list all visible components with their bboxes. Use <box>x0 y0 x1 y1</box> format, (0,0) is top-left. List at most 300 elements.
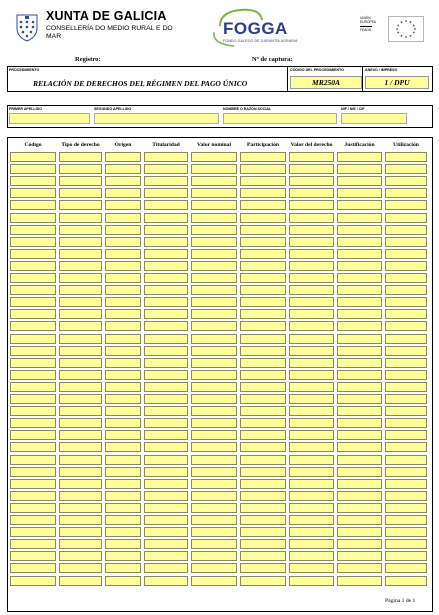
table-cell-input[interactable] <box>144 430 188 440</box>
table-cell-input[interactable] <box>10 503 56 513</box>
table-cell-input[interactable] <box>240 237 286 247</box>
table-cell-input[interactable] <box>240 455 286 465</box>
table-cell-input[interactable] <box>289 394 334 404</box>
table-cell-input[interactable] <box>337 406 382 416</box>
table-cell-input[interactable] <box>144 467 188 477</box>
table-cell-input[interactable] <box>240 479 286 489</box>
table-cell-input[interactable] <box>289 261 334 271</box>
table-cell-input[interactable] <box>337 491 382 501</box>
table-cell-input[interactable] <box>105 455 141 465</box>
table-cell-input[interactable] <box>105 503 141 513</box>
table-cell-input[interactable] <box>337 515 382 525</box>
table-cell-input[interactable] <box>144 418 188 428</box>
table-cell-input[interactable] <box>337 261 382 271</box>
table-cell-input[interactable] <box>59 273 102 283</box>
table-cell-input[interactable] <box>10 455 56 465</box>
table-cell-input[interactable] <box>105 152 141 162</box>
table-cell-input[interactable] <box>289 515 334 525</box>
table-cell-input[interactable] <box>289 382 334 392</box>
table-cell-input[interactable] <box>105 418 141 428</box>
table-cell-input[interactable] <box>144 213 188 223</box>
table-cell-input[interactable] <box>191 249 237 259</box>
table-cell-input[interactable] <box>59 527 102 537</box>
table-cell-input[interactable] <box>10 370 56 380</box>
table-cell-input[interactable] <box>240 503 286 513</box>
table-cell-input[interactable] <box>385 515 427 525</box>
table-cell-input[interactable] <box>191 418 237 428</box>
table-cell-input[interactable] <box>10 249 56 259</box>
table-cell-input[interactable] <box>289 249 334 259</box>
table-cell-input[interactable] <box>105 576 141 586</box>
table-cell-input[interactable] <box>385 563 427 573</box>
table-cell-input[interactable] <box>59 442 102 452</box>
table-cell-input[interactable] <box>385 455 427 465</box>
table-cell-input[interactable] <box>385 249 427 259</box>
table-cell-input[interactable] <box>240 285 286 295</box>
table-cell-input[interactable] <box>385 491 427 501</box>
table-cell-input[interactable] <box>191 309 237 319</box>
table-cell-input[interactable] <box>337 418 382 428</box>
table-cell-input[interactable] <box>59 467 102 477</box>
table-cell-input[interactable] <box>240 406 286 416</box>
table-cell-input[interactable] <box>289 455 334 465</box>
table-cell-input[interactable] <box>144 261 188 271</box>
table-cell-input[interactable] <box>59 309 102 319</box>
table-cell-input[interactable] <box>385 467 427 477</box>
table-cell-input[interactable] <box>191 479 237 489</box>
table-cell-input[interactable] <box>240 249 286 259</box>
table-cell-input[interactable] <box>105 285 141 295</box>
table-cell-input[interactable] <box>59 213 102 223</box>
table-cell-input[interactable] <box>289 576 334 586</box>
table-cell-input[interactable] <box>337 467 382 477</box>
table-cell-input[interactable] <box>385 394 427 404</box>
table-cell-input[interactable] <box>385 237 427 247</box>
table-cell-input[interactable] <box>191 152 237 162</box>
table-cell-input[interactable] <box>385 406 427 416</box>
table-cell-input[interactable] <box>105 382 141 392</box>
table-cell-input[interactable] <box>105 467 141 477</box>
table-cell-input[interactable] <box>10 491 56 501</box>
table-cell-input[interactable] <box>105 200 141 210</box>
table-cell-input[interactable] <box>191 188 237 198</box>
table-cell-input[interactable] <box>144 200 188 210</box>
table-cell-input[interactable] <box>289 491 334 501</box>
table-cell-input[interactable] <box>10 297 56 307</box>
table-cell-input[interactable] <box>144 297 188 307</box>
table-cell-input[interactable] <box>144 527 188 537</box>
table-cell-input[interactable] <box>240 467 286 477</box>
table-cell-input[interactable] <box>191 503 237 513</box>
table-cell-input[interactable] <box>144 503 188 513</box>
table-cell-input[interactable] <box>289 152 334 162</box>
table-cell-input[interactable] <box>385 479 427 489</box>
table-cell-input[interactable] <box>59 321 102 331</box>
table-cell-input[interactable] <box>385 309 427 319</box>
table-cell-input[interactable] <box>289 285 334 295</box>
table-cell-input[interactable] <box>337 334 382 344</box>
table-cell-input[interactable] <box>191 358 237 368</box>
table-cell-input[interactable] <box>105 237 141 247</box>
table-cell-input[interactable] <box>105 491 141 501</box>
table-cell-input[interactable] <box>337 188 382 198</box>
table-cell-input[interactable] <box>191 394 237 404</box>
table-cell-input[interactable] <box>144 237 188 247</box>
table-cell-input[interactable] <box>59 188 102 198</box>
table-cell-input[interactable] <box>105 261 141 271</box>
table-cell-input[interactable] <box>240 297 286 307</box>
table-cell-input[interactable] <box>337 382 382 392</box>
table-cell-input[interactable] <box>289 442 334 452</box>
table-cell-input[interactable] <box>191 491 237 501</box>
table-cell-input[interactable] <box>191 406 237 416</box>
table-cell-input[interactable] <box>385 527 427 537</box>
table-cell-input[interactable] <box>289 176 334 186</box>
table-cell-input[interactable] <box>191 213 237 223</box>
table-cell-input[interactable] <box>337 164 382 174</box>
table-cell-input[interactable] <box>144 164 188 174</box>
table-cell-input[interactable] <box>289 213 334 223</box>
table-cell-input[interactable] <box>144 188 188 198</box>
table-cell-input[interactable] <box>10 382 56 392</box>
table-cell-input[interactable] <box>59 406 102 416</box>
table-cell-input[interactable] <box>385 321 427 331</box>
table-cell-input[interactable] <box>240 321 286 331</box>
table-cell-input[interactable] <box>144 334 188 344</box>
table-cell-input[interactable] <box>289 334 334 344</box>
table-cell-input[interactable] <box>10 225 56 235</box>
table-cell-input[interactable] <box>289 527 334 537</box>
table-cell-input[interactable] <box>289 164 334 174</box>
table-cell-input[interactable] <box>337 225 382 235</box>
table-cell-input[interactable] <box>144 152 188 162</box>
table-cell-input[interactable] <box>105 551 141 561</box>
table-cell-input[interactable] <box>240 152 286 162</box>
table-cell-input[interactable] <box>289 467 334 477</box>
table-cell-input[interactable] <box>144 249 188 259</box>
table-cell-input[interactable] <box>337 551 382 561</box>
table-cell-input[interactable] <box>337 346 382 356</box>
table-cell-input[interactable] <box>191 334 237 344</box>
table-cell-input[interactable] <box>10 563 56 573</box>
table-cell-input[interactable] <box>105 213 141 223</box>
table-cell-input[interactable] <box>385 576 427 586</box>
table-cell-input[interactable] <box>289 188 334 198</box>
table-cell-input[interactable] <box>240 273 286 283</box>
table-cell-input[interactable] <box>191 576 237 586</box>
table-cell-input[interactable] <box>337 285 382 295</box>
table-cell-input[interactable] <box>105 273 141 283</box>
table-cell-input[interactable] <box>289 503 334 513</box>
table-cell-input[interactable] <box>191 527 237 537</box>
table-cell-input[interactable] <box>385 430 427 440</box>
table-cell-input[interactable] <box>289 418 334 428</box>
table-cell-input[interactable] <box>289 563 334 573</box>
table-cell-input[interactable] <box>385 225 427 235</box>
table-cell-input[interactable] <box>337 237 382 247</box>
table-cell-input[interactable] <box>59 551 102 561</box>
table-cell-input[interactable] <box>59 455 102 465</box>
table-cell-input[interactable] <box>385 273 427 283</box>
table-cell-input[interactable] <box>144 479 188 489</box>
table-cell-input[interactable] <box>240 164 286 174</box>
table-cell-input[interactable] <box>105 309 141 319</box>
table-cell-input[interactable] <box>59 237 102 247</box>
table-cell-input[interactable] <box>337 358 382 368</box>
table-cell-input[interactable] <box>10 346 56 356</box>
table-cell-input[interactable] <box>59 563 102 573</box>
table-cell-input[interactable] <box>10 176 56 186</box>
table-cell-input[interactable] <box>59 152 102 162</box>
table-cell-input[interactable] <box>10 321 56 331</box>
table-cell-input[interactable] <box>240 539 286 549</box>
table-cell-input[interactable] <box>191 370 237 380</box>
table-cell-input[interactable] <box>240 213 286 223</box>
table-cell-input[interactable] <box>240 382 286 392</box>
table-cell-input[interactable] <box>385 442 427 452</box>
table-cell-input[interactable] <box>144 576 188 586</box>
table-cell-input[interactable] <box>59 382 102 392</box>
table-cell-input[interactable] <box>10 309 56 319</box>
table-cell-input[interactable] <box>289 273 334 283</box>
table-cell-input[interactable] <box>59 261 102 271</box>
table-cell-input[interactable] <box>144 358 188 368</box>
table-cell-input[interactable] <box>240 576 286 586</box>
table-cell-input[interactable] <box>240 515 286 525</box>
table-cell-input[interactable] <box>385 200 427 210</box>
table-cell-input[interactable] <box>191 297 237 307</box>
table-cell-input[interactable] <box>337 442 382 452</box>
table-cell-input[interactable] <box>105 334 141 344</box>
table-cell-input[interactable] <box>10 164 56 174</box>
table-cell-input[interactable] <box>191 551 237 561</box>
table-cell-input[interactable] <box>59 491 102 501</box>
table-cell-input[interactable] <box>240 176 286 186</box>
table-cell-input[interactable] <box>105 527 141 537</box>
table-cell-input[interactable] <box>59 539 102 549</box>
table-cell-input[interactable] <box>240 200 286 210</box>
table-cell-input[interactable] <box>191 442 237 452</box>
table-cell-input[interactable] <box>337 455 382 465</box>
table-cell-input[interactable] <box>105 442 141 452</box>
table-cell-input[interactable] <box>240 418 286 428</box>
table-cell-input[interactable] <box>191 273 237 283</box>
table-cell-input[interactable] <box>59 334 102 344</box>
table-cell-input[interactable] <box>289 309 334 319</box>
annex-field[interactable]: 1 / DPU <box>365 76 429 89</box>
table-cell-input[interactable] <box>59 249 102 259</box>
table-cell-input[interactable] <box>337 370 382 380</box>
table-cell-input[interactable] <box>59 418 102 428</box>
table-cell-input[interactable] <box>105 539 141 549</box>
table-cell-input[interactable] <box>144 285 188 295</box>
table-cell-input[interactable] <box>10 430 56 440</box>
table-cell-input[interactable] <box>144 563 188 573</box>
table-cell-input[interactable] <box>10 273 56 283</box>
table-cell-input[interactable] <box>144 346 188 356</box>
table-cell-input[interactable] <box>144 455 188 465</box>
table-cell-input[interactable] <box>191 225 237 235</box>
table-cell-input[interactable] <box>10 394 56 404</box>
table-cell-input[interactable] <box>289 479 334 489</box>
table-cell-input[interactable] <box>191 200 237 210</box>
table-cell-input[interactable] <box>191 285 237 295</box>
table-cell-input[interactable] <box>59 225 102 235</box>
table-cell-input[interactable] <box>144 515 188 525</box>
table-cell-input[interactable] <box>191 237 237 247</box>
table-cell-input[interactable] <box>385 176 427 186</box>
table-cell-input[interactable] <box>385 418 427 428</box>
table-cell-input[interactable] <box>240 225 286 235</box>
table-cell-input[interactable] <box>240 346 286 356</box>
table-cell-input[interactable] <box>10 467 56 477</box>
table-cell-input[interactable] <box>10 188 56 198</box>
table-cell-input[interactable] <box>10 261 56 271</box>
table-cell-input[interactable] <box>10 539 56 549</box>
table-cell-input[interactable] <box>289 430 334 440</box>
table-cell-input[interactable] <box>337 213 382 223</box>
table-cell-input[interactable] <box>337 309 382 319</box>
table-cell-input[interactable] <box>105 321 141 331</box>
table-cell-input[interactable] <box>289 358 334 368</box>
table-cell-input[interactable] <box>144 491 188 501</box>
table-cell-input[interactable] <box>337 297 382 307</box>
table-cell-input[interactable] <box>240 394 286 404</box>
table-cell-input[interactable] <box>144 321 188 331</box>
code-field[interactable]: MR250A <box>290 76 362 89</box>
table-cell-input[interactable] <box>385 370 427 380</box>
table-cell-input[interactable] <box>337 273 382 283</box>
table-cell-input[interactable] <box>144 442 188 452</box>
table-cell-input[interactable] <box>59 503 102 513</box>
table-cell-input[interactable] <box>337 503 382 513</box>
table-cell-input[interactable] <box>240 527 286 537</box>
table-cell-input[interactable] <box>191 164 237 174</box>
table-cell-input[interactable] <box>191 467 237 477</box>
table-cell-input[interactable] <box>191 176 237 186</box>
table-cell-input[interactable] <box>385 188 427 198</box>
table-cell-input[interactable] <box>191 382 237 392</box>
table-cell-input[interactable] <box>289 406 334 416</box>
table-cell-input[interactable] <box>337 176 382 186</box>
table-cell-input[interactable] <box>59 358 102 368</box>
table-cell-input[interactable] <box>385 297 427 307</box>
table-cell-input[interactable] <box>385 261 427 271</box>
table-cell-input[interactable] <box>10 479 56 489</box>
table-cell-input[interactable] <box>105 164 141 174</box>
table-cell-input[interactable] <box>59 346 102 356</box>
table-cell-input[interactable] <box>191 515 237 525</box>
table-cell-input[interactable] <box>144 394 188 404</box>
table-cell-input[interactable] <box>240 188 286 198</box>
table-cell-input[interactable] <box>10 200 56 210</box>
table-cell-input[interactable] <box>59 370 102 380</box>
table-cell-input[interactable] <box>144 406 188 416</box>
table-cell-input[interactable] <box>289 225 334 235</box>
table-cell-input[interactable] <box>240 442 286 452</box>
table-cell-input[interactable] <box>240 358 286 368</box>
table-cell-input[interactable] <box>337 527 382 537</box>
table-cell-input[interactable] <box>191 563 237 573</box>
table-cell-input[interactable] <box>240 491 286 501</box>
table-cell-input[interactable] <box>385 539 427 549</box>
table-cell-input[interactable] <box>337 152 382 162</box>
table-cell-input[interactable] <box>59 576 102 586</box>
table-cell-input[interactable] <box>10 551 56 561</box>
table-cell-input[interactable] <box>240 430 286 440</box>
table-cell-input[interactable] <box>337 321 382 331</box>
table-cell-input[interactable] <box>144 176 188 186</box>
table-cell-input[interactable] <box>385 213 427 223</box>
table-cell-input[interactable] <box>10 527 56 537</box>
table-cell-input[interactable] <box>337 576 382 586</box>
table-cell-input[interactable] <box>144 539 188 549</box>
table-cell-input[interactable] <box>105 249 141 259</box>
table-cell-input[interactable] <box>105 430 141 440</box>
table-cell-input[interactable] <box>385 503 427 513</box>
table-cell-input[interactable] <box>105 479 141 489</box>
table-cell-input[interactable] <box>337 394 382 404</box>
table-cell-input[interactable] <box>289 297 334 307</box>
table-cell-input[interactable] <box>240 309 286 319</box>
table-cell-input[interactable] <box>105 225 141 235</box>
table-cell-input[interactable] <box>385 358 427 368</box>
table-cell-input[interactable] <box>144 273 188 283</box>
table-cell-input[interactable] <box>191 430 237 440</box>
table-cell-input[interactable] <box>10 442 56 452</box>
table-cell-input[interactable] <box>144 309 188 319</box>
table-cell-input[interactable] <box>385 152 427 162</box>
table-cell-input[interactable] <box>59 164 102 174</box>
table-cell-input[interactable] <box>105 346 141 356</box>
table-cell-input[interactable] <box>385 382 427 392</box>
table-cell-input[interactable] <box>191 539 237 549</box>
table-cell-input[interactable] <box>10 213 56 223</box>
second-surname-field[interactable] <box>94 113 219 124</box>
table-cell-input[interactable] <box>10 515 56 525</box>
table-cell-input[interactable] <box>59 430 102 440</box>
table-cell-input[interactable] <box>191 261 237 271</box>
table-cell-input[interactable] <box>10 418 56 428</box>
table-cell-input[interactable] <box>385 346 427 356</box>
table-cell-input[interactable] <box>289 200 334 210</box>
first-surname-field[interactable] <box>9 113 90 124</box>
table-cell-input[interactable] <box>337 539 382 549</box>
table-cell-input[interactable] <box>385 164 427 174</box>
table-cell-input[interactable] <box>10 358 56 368</box>
table-cell-input[interactable] <box>385 334 427 344</box>
table-cell-input[interactable] <box>337 563 382 573</box>
table-cell-input[interactable] <box>10 334 56 344</box>
table-cell-input[interactable] <box>59 394 102 404</box>
table-cell-input[interactable] <box>337 430 382 440</box>
table-cell-input[interactable] <box>289 346 334 356</box>
table-cell-input[interactable] <box>59 479 102 489</box>
table-cell-input[interactable] <box>289 321 334 331</box>
name-field[interactable] <box>223 113 337 124</box>
table-cell-input[interactable] <box>144 225 188 235</box>
table-cell-input[interactable] <box>289 237 334 247</box>
table-cell-input[interactable] <box>59 176 102 186</box>
id-field[interactable] <box>341 113 407 124</box>
table-cell-input[interactable] <box>105 297 141 307</box>
table-cell-input[interactable] <box>144 382 188 392</box>
table-cell-input[interactable] <box>385 285 427 295</box>
table-cell-input[interactable] <box>10 237 56 247</box>
table-cell-input[interactable] <box>10 406 56 416</box>
table-cell-input[interactable] <box>240 261 286 271</box>
table-cell-input[interactable] <box>105 176 141 186</box>
